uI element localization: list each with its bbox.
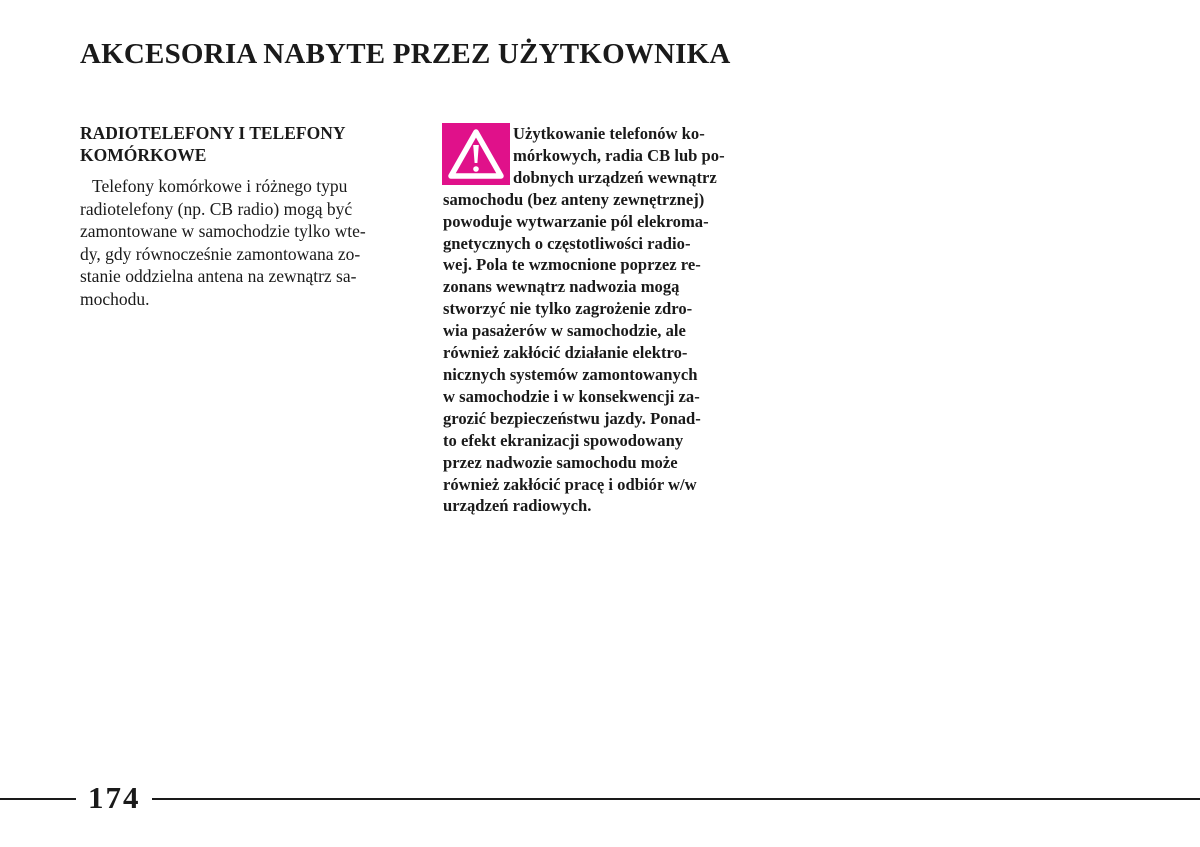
warning-line: stworzyć nie tylko zagrożenie zdro- (443, 299, 693, 319)
footer-rule-right (152, 798, 1200, 800)
warning-text (443, 123, 759, 517)
body-line: dy, gdy równocześnie zamontowana zo- (80, 243, 361, 264)
warning-line: nicznych systemów zamontowanych (443, 364, 698, 384)
section-title (80, 122, 398, 166)
warning-line: zonans wewnątrz nadwozia mogą (443, 277, 680, 297)
warning-line: gnetycznych o częstotliwości radio- (443, 233, 691, 253)
section-body (80, 175, 398, 311)
section-title-line: KOMÓRKOWE (80, 145, 207, 165)
warning-line: powoduje wytwarzanie pól elekroma- (443, 211, 709, 231)
footer-rule-left (0, 798, 76, 800)
warning-line: wia pasażerów w samochodzie, ale (443, 321, 686, 341)
page-title: AKCESORIA NABYTE PRZEZ UŻYTKOWNIKA (80, 38, 731, 70)
warning-line: w samochodzie i w konsekwencji za- (443, 386, 700, 406)
warning-line: mórkowych, radia CB lub po- (513, 145, 725, 165)
warning-line: to efekt ekranizacji spowodowany (443, 430, 684, 450)
left-column (80, 122, 398, 311)
body-line: radiotelefony (np. CB radio) mogą być (80, 198, 353, 219)
body-line: zamontowane w samochodzie tylko wte- (80, 221, 366, 242)
warning-line: również zakłócić działanie elektro- (443, 343, 688, 363)
page-number: 174 (88, 780, 141, 815)
warning-line: wej. Pola te wzmocnione poprzez re- (443, 255, 701, 275)
warning-line: Użytkowanie telefonów ko- (513, 124, 705, 143)
body-line: Telefony komórkowe i różnego typu (92, 176, 348, 196)
section-title-line: RADIOTELEFONY I TELEFONY (80, 123, 346, 143)
body-line: mochodu. (80, 288, 150, 309)
warning-line: grozić bezpieczeństwu jazdy. Ponad- (443, 408, 701, 428)
warning-line: urządzeń radiowych. (443, 496, 592, 516)
body-line: stanie oddzielna antena na zewnątrz sa- (80, 266, 357, 287)
warning-line: dobnych urządzeń wewnątrz (513, 167, 717, 187)
warning-line: przez nadwozie samochodu może (443, 452, 678, 472)
warning-line: również zakłócić pracę i odbiór w/w (443, 474, 697, 494)
warning-line: samochodu (bez anteny zewnętrznej) (443, 189, 705, 209)
